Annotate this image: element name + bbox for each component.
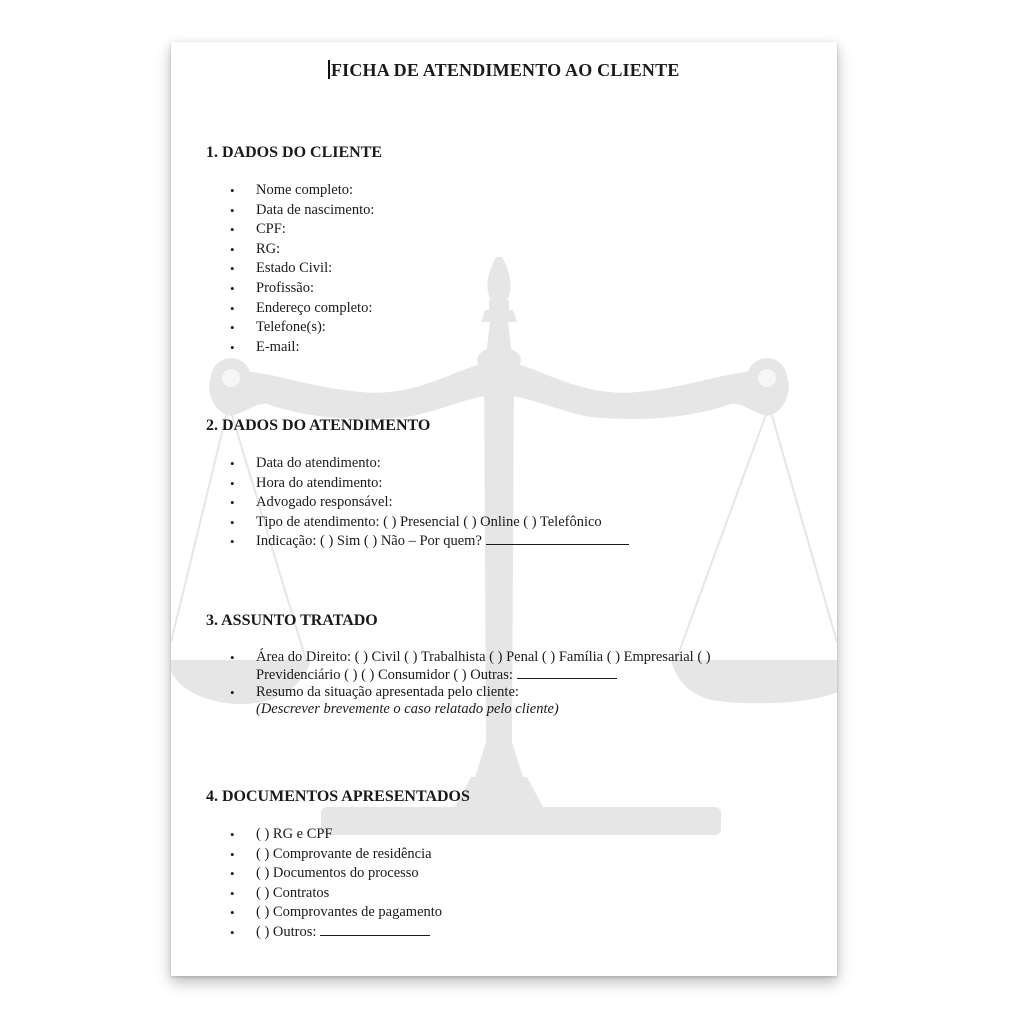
list-item: • Estado Civil: [206,259,816,279]
service-field-list [206,454,816,552]
section-heading: 1. DADOS DO CLIENTE [206,144,383,161]
list-item: • ( ) Documentos do processo [206,864,816,884]
others-blank-line[interactable] [320,923,430,936]
list-item: • ( ) RG e CPF [206,825,816,845]
list-item: • Nome completo: [206,181,816,201]
list-item: • Endereço completo: [206,299,816,319]
list-item: • ( ) Comprovante de residência [206,845,816,865]
list-item: • Telefone(s): [206,318,816,338]
list-item: • Data do atendimento: [206,454,816,474]
list-item: • Data de nascimento: [206,201,816,221]
list-item [206,649,816,684]
section-subject [206,612,816,718]
subject-field-list [206,649,816,718]
document-title: FICHA DE ATENDIMENTO AO CLIENTE [171,60,837,81]
summary-label: • Resumo da situação apresentada pelo cliente: [256,684,519,700]
documents-list [206,825,816,943]
document-page [171,42,837,976]
section-heading: 3. ASSUNTO TRATADO [206,612,378,629]
summary-note: (Descrever brevemente o caso relatado pelo cliente) [256,701,559,717]
list-item [206,923,816,943]
list-item [206,532,816,552]
law-area-line-2: Previdenciário ( ) ( ) Consumidor ( ) Outras: [256,667,513,683]
list-item: • Tipo de atendimento: ( ) Presencial ( ) Online ( ) Telefônico [206,513,816,533]
list-item: • ( ) Contratos [206,884,816,904]
other-area-blank-line[interactable] [517,666,617,679]
client-field-list [206,181,816,357]
list-item: • ( ) Comprovantes de pagamento [206,903,816,923]
section-heading: 2. DADOS DO ATENDIMENTO [206,417,431,434]
others-label: ( ) Outros: [256,923,317,940]
list-item: • Profissão: [206,279,816,299]
referral-blank-line[interactable] [486,532,629,545]
section-client-data [206,144,816,357]
list-item: • E-mail: [206,338,816,358]
text-cursor [328,60,330,79]
list-item [206,684,816,718]
list-item: • RG: [206,240,816,260]
list-item: • Advogado responsável: [206,493,816,513]
list-item: • Hora do atendimento: [206,474,816,494]
section-heading: 4. DOCUMENTOS APRESENTADOS [206,788,470,805]
list-item: • CPF: [206,220,816,240]
law-area-line-1: • Área do Direito: ( ) Civil ( ) Trabalhista ( ) Penal ( ) Família ( ) Empresarial ( ) [256,649,711,665]
section-documents [206,788,816,943]
section-service-data [206,417,816,552]
referral-label: Indicação: ( ) Sim ( ) Não – Por quem? [256,533,482,550]
